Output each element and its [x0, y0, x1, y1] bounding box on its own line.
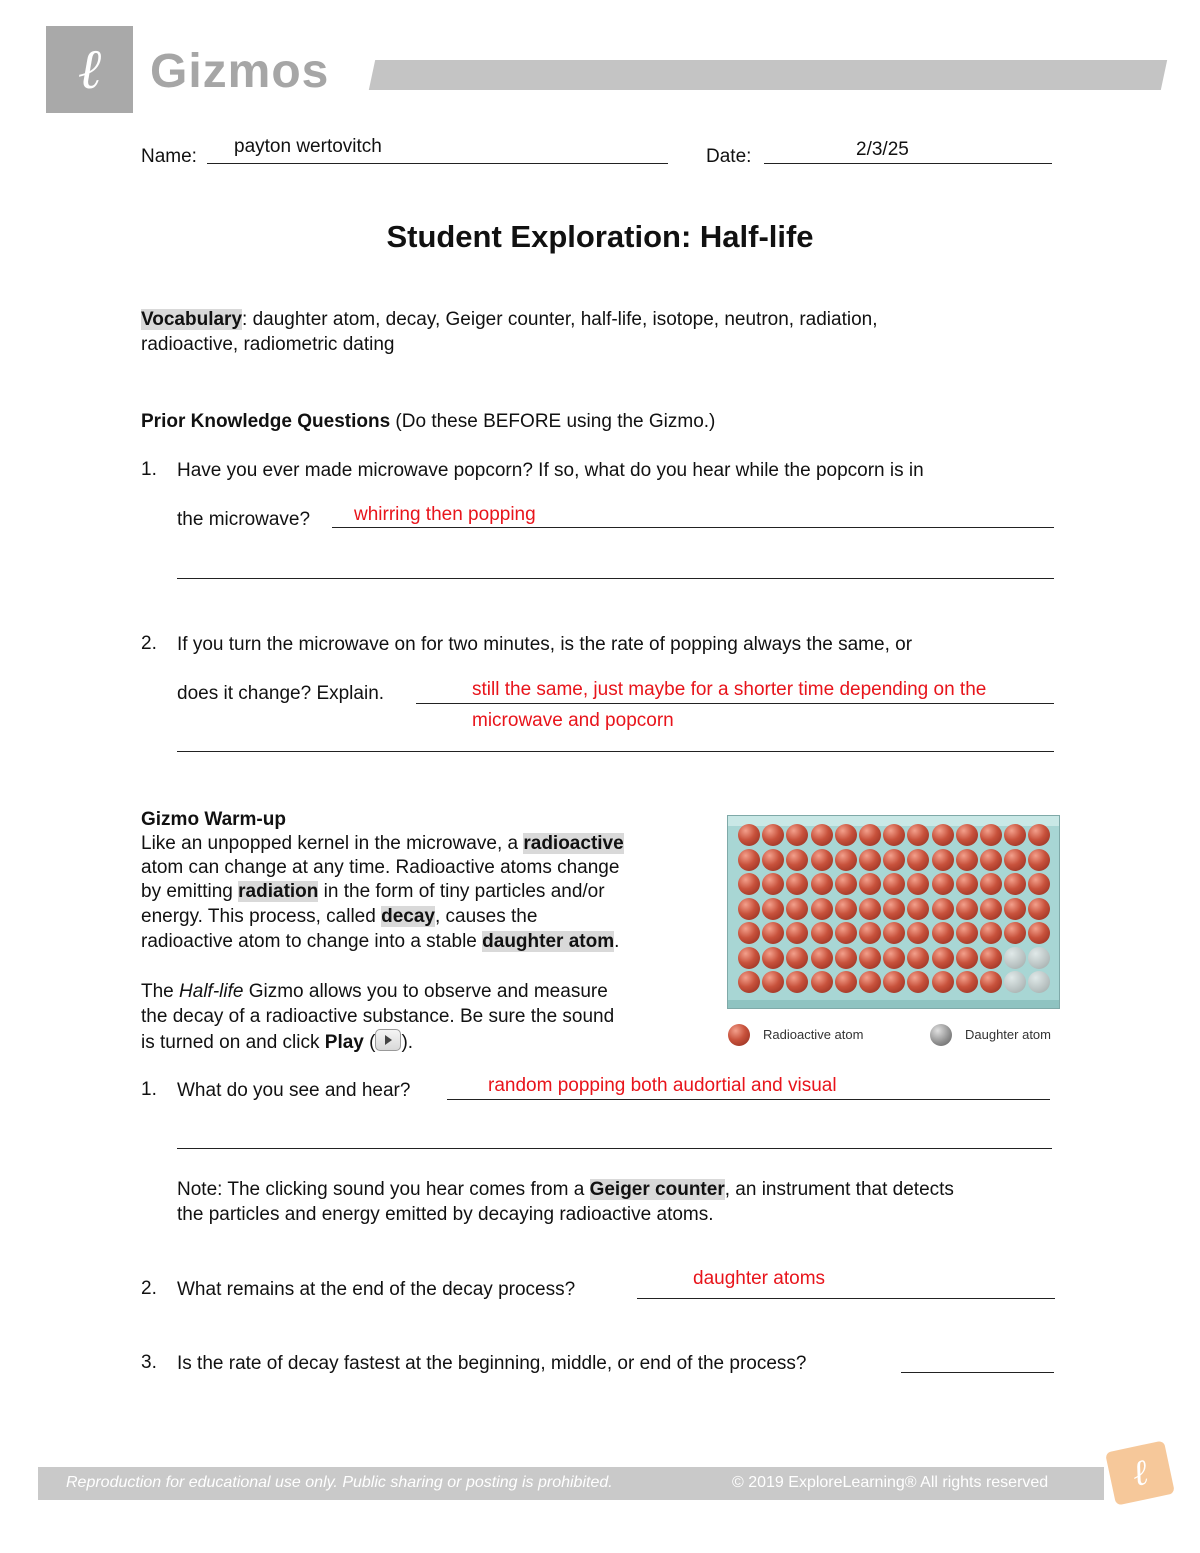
radioactive-atom	[811, 849, 833, 871]
radioactive-atom	[883, 947, 905, 969]
prior-q2-extra-line	[177, 751, 1054, 752]
daughter-atom	[1004, 947, 1026, 969]
prior-q2-text: If you turn the microwave on for two minutes, is the rate of popping always the same, or	[177, 634, 913, 655]
radioactive-atom	[835, 947, 857, 969]
radioactive-atom	[738, 873, 760, 895]
warmup-text: The	[141, 981, 180, 1002]
name-underline	[207, 163, 668, 164]
radioactive-atom	[835, 971, 857, 993]
geiger-note-line-2: the particles and energy emitted by decaying radioactive atoms.	[177, 1204, 714, 1225]
radioactive-atom	[738, 947, 760, 969]
warmup-q1-extra-line	[177, 1148, 1052, 1149]
radioactive-atom	[883, 849, 905, 871]
radioactive-atom	[786, 824, 808, 846]
radioactive-atom	[980, 971, 1002, 993]
note-text: Note: The clicking sound you hear comes from a	[177, 1179, 590, 1200]
prior-q2-text-2: does it change? Explain.	[177, 683, 385, 704]
name-value[interactable]: payton wertovitch	[234, 136, 382, 157]
radioactive-atom	[980, 898, 1002, 920]
name-label: Name:	[141, 146, 197, 167]
radioactive-atom	[786, 922, 808, 944]
atom-grid	[738, 824, 1050, 1002]
radioactive-atom	[932, 849, 954, 871]
radioactive-atom	[932, 971, 954, 993]
radioactive-atom	[859, 873, 881, 895]
radioactive-atom	[956, 971, 978, 993]
radioactive-atom	[1028, 873, 1050, 895]
radioactive-atom	[786, 849, 808, 871]
radioactive-atom	[932, 898, 954, 920]
prior-heading-bold: Prior Knowledge Questions	[141, 411, 391, 432]
warmup-p1-line-4	[141, 905, 537, 929]
radioactive-atom	[786, 947, 808, 969]
radioactive-atom	[762, 824, 784, 846]
radioactive-atom	[932, 947, 954, 969]
radioactive-atom	[980, 922, 1002, 944]
radioactive-atom	[738, 898, 760, 920]
play-icon[interactable]	[375, 1029, 401, 1051]
vocabulary-label: Vocabulary	[141, 309, 243, 330]
prior-q1-answer[interactable]: whirring then popping	[354, 504, 536, 525]
prior-q2-number: 2.	[141, 633, 157, 654]
warmup-q1-text: What do you see and hear?	[177, 1080, 411, 1101]
daughter-atom	[1028, 971, 1050, 993]
footer-right-text: © 2019 ExploreLearning® All rights reserved	[732, 1474, 1049, 1491]
radioactive-atom	[883, 873, 905, 895]
prior-heading-note: (Do these BEFORE using the Gizmo.)	[390, 411, 716, 432]
warmup-text: .	[614, 931, 620, 952]
daughter-atom-legend-icon	[930, 1024, 952, 1046]
radioactive-atom	[811, 922, 833, 944]
term-radioactive: radioactive	[523, 833, 624, 854]
radioactive-atom	[907, 971, 929, 993]
brand-title: Gizmos	[150, 45, 330, 98]
radioactive-atom	[762, 873, 784, 895]
radioactive-atom	[762, 922, 784, 944]
page-title: Student Exploration: Half-life	[386, 219, 814, 254]
warmup-q2-number: 2.	[141, 1278, 157, 1299]
term-geiger-counter: Geiger counter	[589, 1179, 725, 1200]
warmup-text: (	[363, 1032, 376, 1053]
radioactive-atom	[859, 922, 881, 944]
radioactive-atom	[956, 824, 978, 846]
warmup-text: , causes the	[434, 906, 538, 927]
radioactive-atom	[907, 824, 929, 846]
radioactive-atom	[907, 898, 929, 920]
radioactive-atom	[956, 873, 978, 895]
warmup-text: is turned on and click	[141, 1032, 325, 1053]
radioactive-atom	[956, 898, 978, 920]
radioactive-atom	[1004, 898, 1026, 920]
radioactive-atom	[811, 971, 833, 993]
note-text: , an instrument that detects	[724, 1179, 954, 1200]
prior-q2-answer-1[interactable]: still the same, just maybe for a shorter time depending on the	[472, 679, 987, 700]
warmup-p1-line-5	[141, 930, 619, 954]
radioactive-atom	[980, 873, 1002, 895]
radioactive-atom	[835, 922, 857, 944]
warmup-q1-number: 1.	[141, 1079, 157, 1100]
radioactive-atom	[980, 947, 1002, 969]
radioactive-atom	[738, 971, 760, 993]
vocabulary-line-1	[141, 308, 878, 332]
warmup-text: by emitting	[141, 881, 239, 902]
radioactive-atom	[835, 824, 857, 846]
vocabulary-terms-1: : daughter atom, decay, Geiger counter, half-life, isotope, neutron, radiation,	[242, 309, 878, 330]
radioactive-atom	[859, 849, 881, 871]
radioactive-atom	[811, 873, 833, 895]
warmup-p2-line-2: the decay of a radioactive substance. Be sure the sound	[141, 1006, 615, 1027]
radioactive-atom	[738, 922, 760, 944]
logo-box	[46, 26, 133, 113]
radioactive-atom	[835, 898, 857, 920]
radioactive-atom	[1004, 824, 1026, 846]
radioactive-atom	[1028, 824, 1050, 846]
radioactive-atom	[956, 947, 978, 969]
radioactive-atom	[835, 873, 857, 895]
play-word: Play	[324, 1032, 364, 1053]
warmup-q3-number: 3.	[141, 1352, 157, 1373]
radioactive-atom	[883, 824, 905, 846]
radioactive-atom	[883, 971, 905, 993]
prior-q2-answer-2[interactable]: microwave and popcorn	[472, 710, 674, 731]
atom-container-floor	[728, 1000, 1059, 1008]
warmup-text: in the form of tiny particles and/or	[318, 881, 605, 902]
date-label: Date:	[706, 146, 752, 167]
warmup-p2-line-3	[141, 1029, 413, 1055]
radioactive-atom	[811, 824, 833, 846]
prior-q1-extra-line	[177, 578, 1054, 579]
radioactive-atom	[907, 947, 929, 969]
radioactive-atom	[786, 898, 808, 920]
legend-daughter-label: Daughter atom	[965, 1027, 1051, 1042]
radioactive-atom	[1004, 922, 1026, 944]
vocabulary-line-2: radioactive, radiometric dating	[141, 334, 395, 355]
warmup-q1-answer-line	[447, 1099, 1050, 1100]
radioactive-atom	[1028, 922, 1050, 944]
radioactive-atom	[1004, 873, 1026, 895]
warmup-q2-answer-line	[637, 1298, 1055, 1299]
date-underline	[764, 163, 1052, 164]
radioactive-atom	[956, 922, 978, 944]
warmup-text: Like an unpopped kernel in the microwave, a	[141, 833, 524, 854]
prior-q1-number: 1.	[141, 459, 157, 480]
radioactive-atom	[738, 824, 760, 846]
term-radiation: radiation	[238, 881, 319, 902]
gizmo-name-italic: Half-life	[179, 981, 244, 1002]
radioactive-atom	[811, 947, 833, 969]
warmup-heading: Gizmo Warm-up	[141, 809, 286, 830]
date-value[interactable]: 2/3/25	[856, 139, 909, 160]
atom-container-image	[727, 815, 1060, 1009]
radioactive-atom	[907, 922, 929, 944]
term-decay: decay	[381, 906, 435, 927]
warmup-q2-text: What remains at the end of the decay process?	[177, 1279, 576, 1300]
radioactive-atom	[907, 849, 929, 871]
daughter-atom	[1028, 947, 1050, 969]
daughter-atom	[1004, 971, 1026, 993]
logo-glyph: ℓ	[77, 37, 102, 102]
radioactive-atom	[859, 898, 881, 920]
warmup-q3-answer-line	[901, 1372, 1054, 1373]
radioactive-atom	[1028, 849, 1050, 871]
prior-q1-answer-line	[332, 527, 1054, 528]
warmup-text: energy. This process, called	[141, 906, 382, 927]
radioactive-atom	[786, 971, 808, 993]
radioactive-atom	[859, 824, 881, 846]
radioactive-atom	[811, 898, 833, 920]
radioactive-atom	[883, 898, 905, 920]
radioactive-atom	[786, 873, 808, 895]
header-bar	[369, 60, 1167, 90]
footer-logo-glyph: ℓ	[1128, 1451, 1152, 1496]
prior-q1-text: Have you ever made microwave popcorn? If so, what do you hear while the popcorn is in	[177, 460, 924, 481]
radioactive-atom	[932, 873, 954, 895]
radioactive-atom	[762, 898, 784, 920]
radioactive-atom	[980, 849, 1002, 871]
warmup-p1-line-2: atom can change at any time. Radioactive atoms change	[141, 857, 620, 878]
term-daughter-atom: daughter atom	[482, 931, 615, 952]
warmup-text: ).	[401, 1032, 414, 1053]
warmup-text: Gizmo allows you to observe and measure	[243, 981, 608, 1002]
prior-q2-answer-line	[416, 703, 1054, 704]
radioactive-atom	[762, 971, 784, 993]
radioactive-atom	[907, 873, 929, 895]
warmup-q1-answer[interactable]: random popping both audortial and visual	[488, 1075, 837, 1096]
radioactive-atom	[1028, 898, 1050, 920]
radioactive-atom	[883, 922, 905, 944]
radioactive-atom-legend-icon	[728, 1024, 750, 1046]
footer-logo-icon	[1105, 1440, 1175, 1505]
warmup-p2-line-1	[141, 980, 608, 1004]
radioactive-atom	[980, 824, 1002, 846]
radioactive-atom	[859, 971, 881, 993]
warmup-p1-line-1	[141, 832, 624, 856]
footer-left-text: Reproduction for educational use only. Public sharing or posting is prohibited.	[66, 1474, 613, 1491]
warmup-text: radioactive atom to change into a stable	[141, 931, 483, 952]
radioactive-atom	[762, 849, 784, 871]
radioactive-atom	[835, 849, 857, 871]
geiger-note-line-1	[177, 1178, 954, 1202]
radioactive-atom	[762, 947, 784, 969]
radioactive-atom	[932, 824, 954, 846]
radioactive-atom	[956, 849, 978, 871]
prior-knowledge-heading	[141, 410, 715, 434]
warmup-q3-text: Is the rate of decay fastest at the beginning, middle, or end of the process?	[177, 1353, 807, 1374]
legend-radioactive-label: Radioactive atom	[763, 1027, 864, 1042]
warmup-p1-line-3	[141, 880, 605, 904]
radioactive-atom	[1004, 849, 1026, 871]
radioactive-atom	[859, 947, 881, 969]
warmup-q2-answer[interactable]: daughter atoms	[693, 1268, 826, 1289]
radioactive-atom	[932, 922, 954, 944]
radioactive-atom	[738, 849, 760, 871]
prior-q1-text-2: the microwave?	[177, 509, 311, 530]
